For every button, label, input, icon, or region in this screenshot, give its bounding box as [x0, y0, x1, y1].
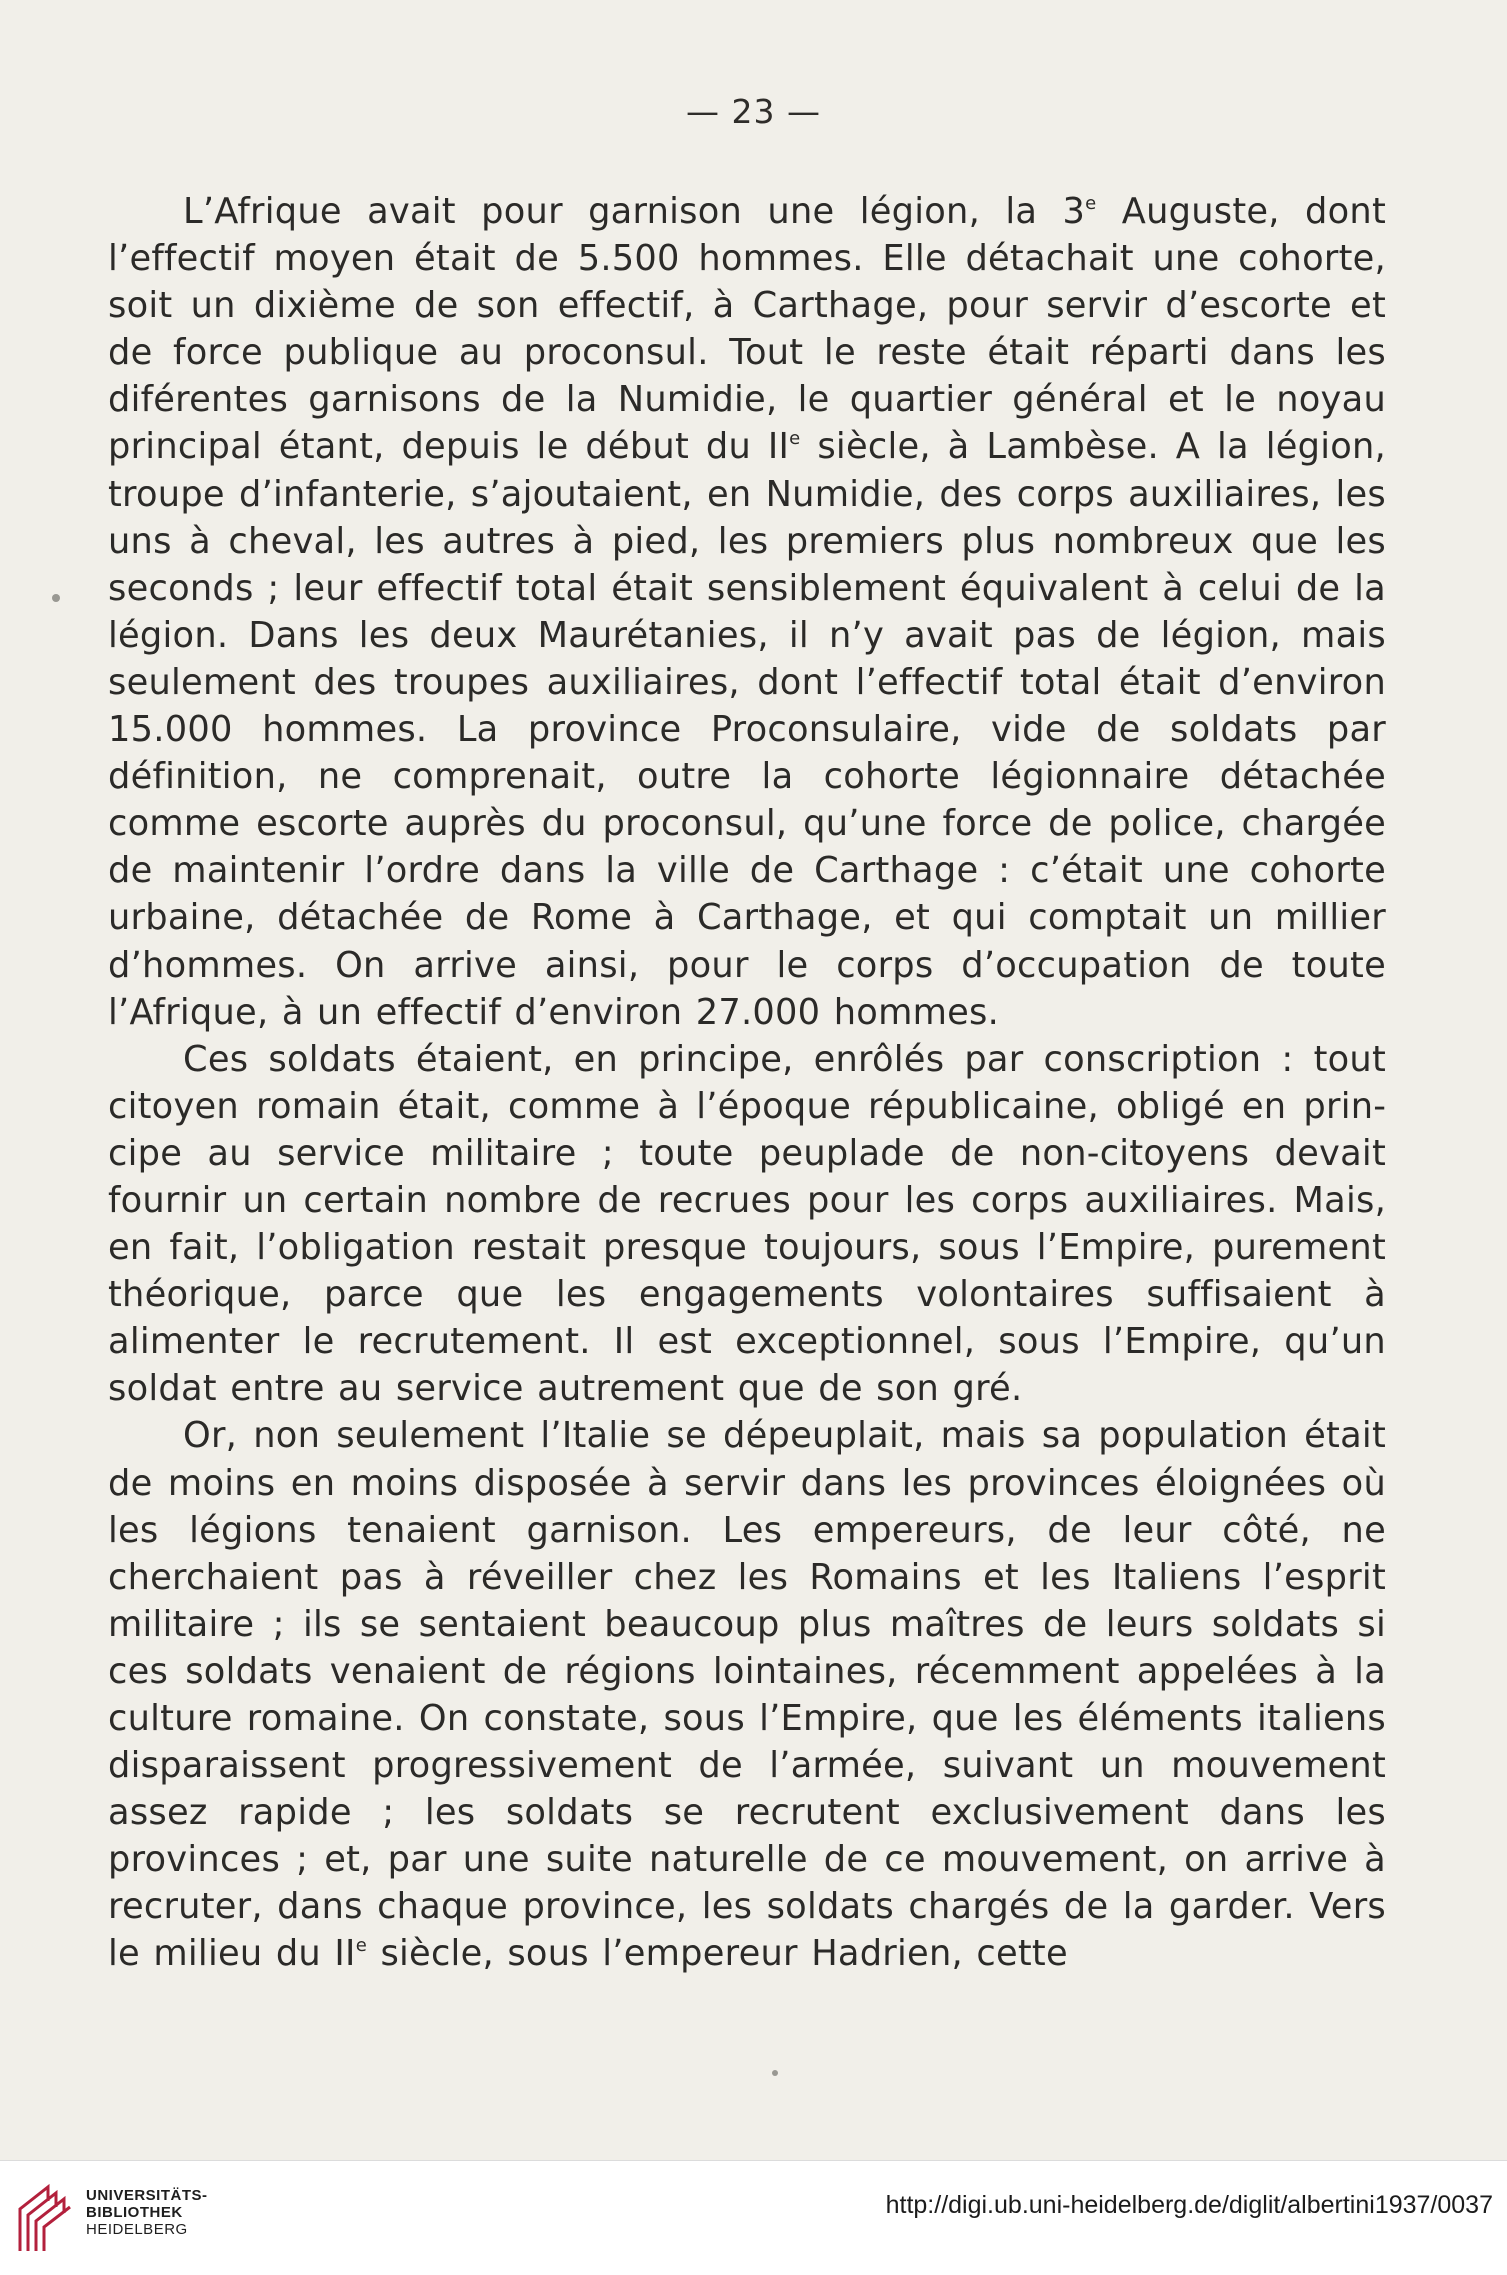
- paragraph-text: L’Afrique avait pour garnison une légion, la 3: [183, 191, 1086, 232]
- logo-line-2: BIBLIOTHEK: [86, 2204, 183, 2221]
- paragraph-text: Or, non seulement l’Italie se dépeuplait, mais sa population était de moins en moins disposée à servir dans les provinces éloignées où les légions tenaient garnison. Les empereurs, de leur côté, ne cherchaient pas à réveiller chez les Romains et les Italiens l’esprit militaire ; ils se sentaient beaucoup plus maîtres de leurs soldats si ces soldats venaient de régions lointaines, récemment appelées à la culture romaine. On constate, sous l’Empire, que les éléments italiens disparaissent progressivement de l’armée, suivant un mouvement assez rapide ; les soldats se recrutent exclusivement dans les provinces ; et, par une suite naturelle de ce mouvement, on arrive à recruter, dans chaque province, les soldats chargés de la garder. Vers le milieu du II: [108, 1415, 1386, 1975]
- superscript: e: [355, 1935, 368, 1957]
- paragraph: [108, 1036, 1386, 1413]
- bottom-speck: [772, 2070, 778, 2076]
- page-number: — 23 —: [686, 92, 821, 131]
- footer-bar: [0, 2160, 1507, 2275]
- source-url-link[interactable]: http://digi.ub.uni-heidelberg.de/diglit/albertini1937/0037: [885, 2191, 1493, 2219]
- paragraph: [108, 188, 1386, 1036]
- paragraph: [108, 1412, 1386, 1977]
- library-logo[interactable]: [14, 2177, 254, 2257]
- superscript: e: [1085, 193, 1097, 214]
- paragraph-text: siècle, sous l’empereur Hadrien, cette: [367, 1933, 1068, 1975]
- paragraph-text: siècle, à Lambèse. A la légion, troupe d’infanterie, s’ajoutaient, en Numidie, des corps auxiliaires, les uns à cheval, les autres à pied, les premiers plus nombreux que les seconds ; leur effectif total était sensiblement équivalent à celui de la légion. Dans les deux Maurétanies, il n’y avait pas de légion, mais seulement des troupes auxiliaires, dont l’effectif total était d’environ 15.000 hommes. La province Proconsulaire, vide de soldats par définition, ne comprenait, outre la cohorte légionnaire détachée comme escorte auprès du proconsul, qu’une force de police, chargée de maintenir l’ordre dans la ville de Carthage : c’était une cohorte urbaine, détachée de Rome à Carthage, et qui comptait un millier d’hommes. On arrive ainsi, pour le corps d’occupation de toute l’Afrique, à un effectif d’environ 27.000 hommes.: [108, 426, 1386, 1033]
- logo-line-3: HEIDELBERG: [86, 2221, 188, 2238]
- margin-speck: [52, 594, 60, 602]
- body-text: [108, 188, 1386, 1978]
- library-logo-text: [86, 2187, 208, 2238]
- library-logo-icon: [14, 2181, 74, 2253]
- superscript: e: [789, 428, 801, 450]
- paragraph-text: Auguste, dont l’effectif moyen était de 5.500 hommes. Elle détachait une cohorte, soit un dixième de son effectif, à Carthage, pour servir d’escorte et de force publique au proconsul. Tout le reste était réparti dans les diférentes garnisons de la Numidie, le quartier général et le noyau principal étant, depuis le début du II: [108, 191, 1386, 468]
- paragraph-text: Ces soldats étaient, en principe, enrôlés par conscription : tout citoyen romain était, comme à l’époque républicaine, obligé en principe au service militaire ; toute peuplade de non-citoyens devait fournir un certain nombre de recrues pour les corps auxiliaires. Mais, en fait, l’obligation restait presque toujours, sous l’Empire, purement théorique, parce que les engagements volontaires suffisaient à alimenter le recrutement. Il est exceptionnel, sous l’Empire, qu’un soldat entre au service autrement que de son gré.: [108, 1038, 1386, 1410]
- logo-line-1: UNIVERSITÄTS-: [86, 2187, 208, 2204]
